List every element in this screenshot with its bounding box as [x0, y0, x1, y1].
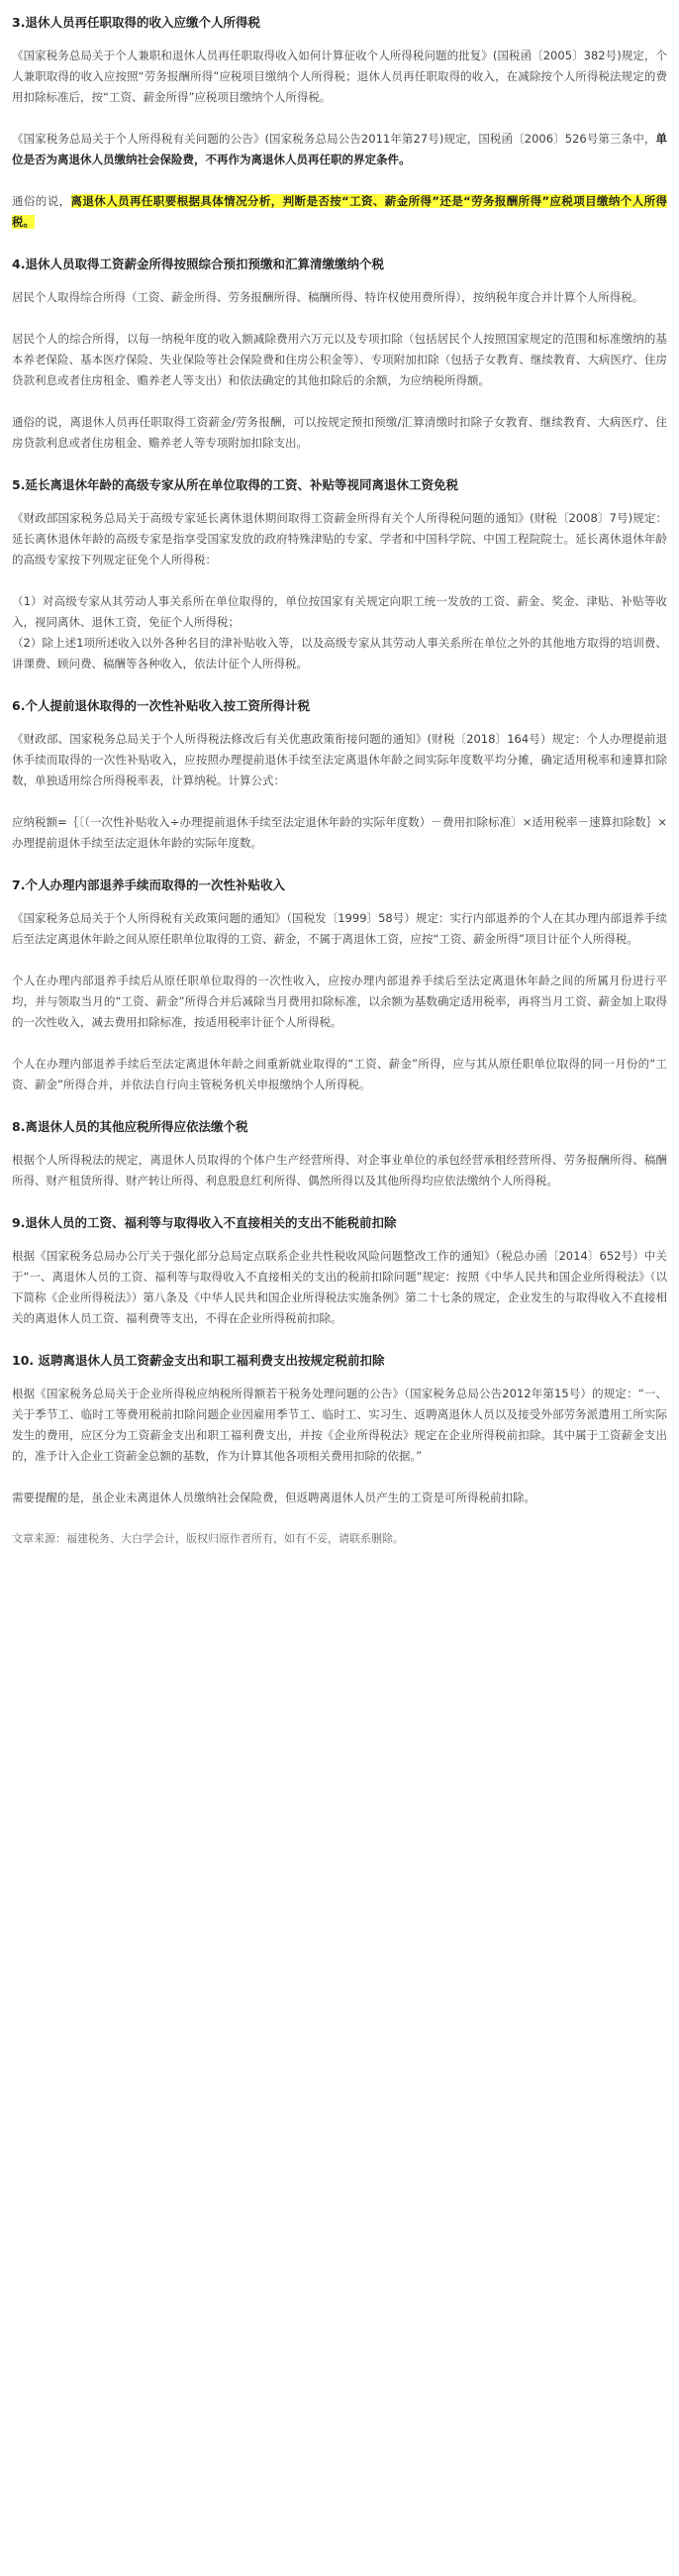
section-6-title: 6.个人提前退休取得的一次性补贴收入按工资所得计税: [12, 698, 310, 713]
section-8-paragraph-1: 根据个人所得税法的规定，离退休人员取得的个体户生产经营所得、对企事业单位的承包经营承租经营所得、劳务报酬所得、稿酬所得、财产租赁所得、财产转让所得、利息股息红利所得、偶然所得以及其他所得均应依法缴纳个人所得税。: [12, 1153, 667, 1187]
section-7-paragraph-2: 个人在办理内部退养手续后从原任职单位取得的一次性收入，应按办理内部退养手续后至法定离退休年龄之间的所属月份进行平均，并与领取当月的“工资、薪金”所得合并后减除当月费用扣除标准，以余额为基数确定适用税率，再将当月工资、薪金加上取得的一次性收入，减去费用扣除标准，按适用税率计征个人所得税。: [12, 974, 667, 1029]
section-7-title: 7.个人办理内部退养手续而取得的一次性补贴收入: [12, 877, 285, 892]
section-10-title: 10. 返聘离退休人员工资薪金支出和职工福利费支出按规定税前扣除: [12, 1353, 385, 1368]
section-3-paragraph-1: 《国家税务总局关于个人兼职和退休人员再任职取得收入如何计算征收个人所得税问题的批复》(国税函〔2005〕382号)规定，个人兼职取得的收入应按照“劳务报酬所得”应税项目缴纳个人所得税；退休人员再任职取得的收入，在减除按个人所得税法规定的费用扣除标准后，按“工资、薪金所得”应税项目缴纳个人所得税。: [12, 49, 667, 104]
section-3-paragraph-3: [12, 191, 667, 233]
section-6-paragraph-1: 《财政部、国家税务总局关于个人所得税法修改后有关优惠政策衔接问题的通知》(财税〔2018〕164号）规定：个人办理提前退休手续而取得的一次性补贴收入，应按照办理提前退休手续至法定离退休年龄之间实际年度数平均分摊，确定适用税率和速算扣除数，单独适用综合所得税率表，计算纳税。计算公式：: [12, 732, 667, 787]
section-5-item-2: （2）除上述1项所述收入以外各种名目的津补贴收入等，以及高级专家从其劳动人事关系所在单位之外的其他地方取得的培训费、讲课费、顾问费、稿酬等各种收入，依法计征个人所得税。: [12, 636, 667, 670]
section-10-paragraph-2: 需要提醒的是，虽企业未离退休人员缴纳社会保险费，但返聘离退休人员产生的工资是可所得税前扣除。: [12, 1491, 535, 1504]
section-6-formula: 应纳税额=｛〔（一次性补贴收入÷办理提前退休手续至法定退休年龄的实际年度数）－费用扣除标准〕×适用税率－速算扣除数｝×办理提前退休手续至法定退休年龄的实际年度数。: [12, 815, 667, 850]
section-8-title: 8.离退休人员的其他应税所得应依法缴个税: [12, 1119, 248, 1134]
section-3-paragraph-2-text: 《国家税务总局关于个人所得税有关问题的公告》(国家税务总局公告2011年第27号)规定，国税函〔2006〕526号第三条中，: [12, 132, 656, 146]
section-7-paragraph-1: 《国家税务总局关于个人所得税有关政策问题的通知》（国税发〔1999〕58号）规定：实行内部退养的个人在其办理内部退养手续后至法定离退休年龄之间从原任职单位取得的工资、薪金，不属于离退休工资，应按“工资、薪金所得”项目计征个人所得税。: [12, 911, 667, 946]
section-4-paragraph-1: 居民个人取得综合所得（工资、薪金所得、劳务报酬所得、稿酬所得、特许权使用费所得），按纳税年度合并计算个人所得税。: [12, 290, 644, 304]
section-3-title: 3.退休人员再任职取得的收入应缴个人所得税: [12, 15, 260, 30]
section-10-paragraph-1: 根据《国家税务总局关于企业所得税应纳税所得额若干税务处理问题的公告》（国家税务总局公告2012年第15号）的规定：“一、关于季节工、临时工等费用税前扣除问题企业因雇用季节工、临时工、实习生、返聘离退休人员以及接受外部劳务派遣用工所实际发生的费用，应区分为工资薪金支出和职工福利费支出，并按《企业所得税法》规定在企业所得税前扣除。其中属于工资薪金支出的，准予计入企业工资薪金总额的基数，作为计算其他各项相关费用扣除的依据。”: [12, 1387, 667, 1463]
section-4-paragraph-2: 居民个人的综合所得，以每一纳税年度的收入额减除费用六万元以及专项扣除（包括居民个人按照国家规定的范围和标准缴纳的基本养老保险、基本医疗保险、失业保险等社会保险费和住房公积金等）、专项附加扣除（包括子女教育、继续教育、大病医疗、住房贷款利息或者住房租金、赡养老人等支出）和依法确定的其他扣除后的余额，为应纳税所得额。: [12, 332, 667, 387]
section-4-paragraph-3: 通俗的说，离退休人员再任职取得工资薪金/劳务报酬，可以按规定预扣预缴/汇算清缴时扣除子女教育、继续教育、大病医疗、住房贷款利息或者住房租金、赡养老人等专项附加扣除支出。: [12, 415, 667, 450]
section-5-title: 5.延长离退休年龄的高级专家从所在单位取得的工资、补贴等视同离退休工资免税: [12, 477, 458, 492]
section-3-highlight: 离退休人员再任职要根据具体情况分析，判断是否按“工资、薪金所得”还是“劳务报酬所得”应税项目缴纳个人所得税。: [12, 194, 668, 229]
section-4-title: 4.退休人员取得工资薪金所得按照综合预扣预缴和汇算清缴缴纳个税: [12, 257, 384, 271]
section-5-item-1: （1）对高级专家从其劳动人事关系所在单位取得的，单位按国家有关规定向职工统一发放的工资、薪金、奖金、津贴、补贴等收入，视同离休、退休工资，免征个人所得税；: [12, 594, 667, 629]
article-source-note: 文章来源：福建税务、大白学会计，版权归原作者所有，如有不妥，请联系删除。: [12, 1532, 404, 1545]
section-9-paragraph-1: 根据《国家税务总局办公厅关于强化部分总局定点联系企业共性税收风险问题整改工作的通知》（税总办函〔2014〕652号）中关于“一、离退休人员的工资、福利等与取得收入不直接相关的支出的税前扣除问题”规定：按照《中华人民共和国企业所得税法》（以下简称《企业所得税法》）第八条及《中华人民共和国企业所得税法实施条例》第二十七条的规定，企业发生的与取得收入不直接相关的离退休人员工资、福利费等支出，不得在企业所得税前扣除。: [12, 1249, 667, 1325]
section-7-paragraph-3: 个人在办理内部退养手续后至法定离退休年龄之间重新就业取得的“工资、薪金”所得，应与其从原任职单位取得的同一月份的“工资、薪金”所得合并，并依法自行向主管税务机关申报缴纳个人所得税。: [12, 1057, 667, 1091]
section-3-paragraph-2-bold: 单位是否为离退休人员缴纳社会保险费，不再作为离退休人员再任职的界定条件。: [12, 132, 667, 166]
article-body: [12, 12, 667, 1549]
section-3-paragraph-3-text: 通俗的说，: [12, 194, 71, 208]
section-9-title: 9.退休人员的工资、福利等与取得收入不直接相关的支出不能税前扣除: [12, 1215, 397, 1230]
section-3-paragraph-2: [12, 129, 667, 170]
section-5-paragraph-1: 《财政部国家税务总局关于高级专家延长离休退休期间取得工资薪金所得有关个人所得税问题的通知》(财税〔2008〕7号)规定：延长离休退休年龄的高级专家是指享受国家发放的政府特殊津贴的专家、学者和中国科学院、中国工程院院士。延长离休退休年龄的高级专家按下列规定征免个人所得税：: [12, 511, 667, 567]
